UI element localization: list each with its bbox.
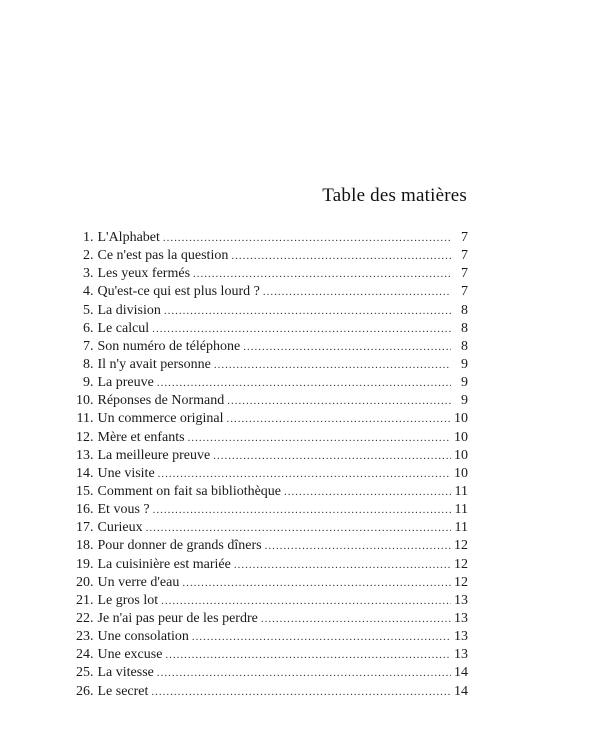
toc-entry-number: 23 [76, 629, 90, 645]
toc-entry [68, 646, 468, 664]
toc-dot-leader [265, 537, 451, 555]
toc-entry-page: 14 [454, 683, 468, 699]
toc-entry-page: 7 [461, 284, 468, 300]
toc-number-dot: . [90, 230, 94, 245]
toc-dot-leader [161, 592, 451, 610]
toc-entry-number: 21 [76, 592, 90, 608]
toc-entry-title: Réponses de Normand [97, 393, 225, 409]
toc-number-dot: . [90, 248, 94, 264]
toc-number-dot: . [90, 375, 94, 391]
toc-number-dot: . [90, 574, 94, 590]
toc-number-dot: . [90, 429, 94, 445]
toc-entry [68, 429, 468, 447]
toc-entry-title: Qu'est-ce qui est plus lourd ? [97, 284, 260, 300]
toc-number-dot: . [90, 356, 94, 372]
toc-entry-number: 12 [76, 429, 90, 445]
toc-entry [68, 574, 468, 592]
toc-entry-title: La meilleure preuve [97, 447, 211, 463]
toc-dot-leader [163, 229, 451, 247]
toc-entry [68, 519, 468, 537]
toc-entry [68, 283, 468, 301]
toc-entry-title: Curieux [97, 520, 143, 536]
toc-dot-leader [158, 465, 451, 483]
toc-entry-number: 20 [76, 574, 90, 590]
toc-entry-page: 13 [454, 629, 468, 645]
toc-entry-title: La vitesse [97, 665, 154, 681]
toc-entry-page: 8 [461, 302, 468, 318]
toc-entry-page: 8 [461, 320, 468, 336]
toc-entry-page: 13 [454, 610, 468, 626]
toc-entry-page: 11 [454, 520, 468, 536]
toc-number-dot: . [90, 538, 94, 554]
toc-entry-title: Comment on fait sa bibliothèque [97, 483, 282, 499]
toc-entry-page: 8 [461, 338, 468, 354]
toc-number-dot: . [90, 665, 94, 681]
toc-entry [68, 537, 468, 555]
page-title: Table des matières [322, 185, 467, 206]
toc-entry-number: 6 [83, 320, 90, 336]
toc-number-dot: . [90, 465, 94, 481]
toc-entry-number: 16 [76, 502, 90, 518]
toc-entry-number: 18 [76, 538, 90, 554]
toc-number-dot: . [90, 284, 94, 300]
toc-entry-title: La preuve [97, 375, 154, 391]
toc-number-dot: . [90, 411, 94, 427]
toc-entry-title: Il n'y avait personne [97, 356, 211, 372]
toc-entry [68, 683, 468, 701]
toc-entry-page: 13 [454, 592, 468, 608]
toc-entry-page: 7 [461, 230, 468, 245]
toc-dot-leader [261, 610, 451, 628]
toc-entry-number: 22 [76, 610, 90, 626]
toc-dot-leader [214, 356, 451, 374]
toc-entry-title: La division [97, 302, 161, 318]
toc-entry-title: Et vous ? [97, 502, 150, 518]
toc-dot-leader [157, 374, 451, 392]
toc-entry [68, 447, 468, 465]
toc-dot-leader [157, 664, 451, 682]
toc-entry [68, 556, 468, 574]
toc-entry-title: Son numéro de téléphone [97, 338, 241, 354]
toc-entry [68, 320, 468, 338]
toc-entry-page: 12 [454, 556, 468, 572]
toc-dot-leader [182, 574, 451, 592]
toc-entry-page: 10 [454, 465, 468, 481]
toc-dot-leader [146, 519, 451, 537]
toc-number-dot: . [90, 502, 94, 518]
toc-dot-leader [227, 392, 451, 410]
toc-entry-title: Le gros lot [97, 592, 159, 608]
table-of-contents [68, 229, 468, 701]
toc-dot-leader [165, 646, 451, 664]
toc-entry [68, 610, 468, 628]
toc-number-dot: . [90, 266, 94, 282]
toc-entry-number: 10 [76, 393, 90, 409]
toc-number-dot: . [90, 520, 94, 536]
toc-entry [68, 465, 468, 483]
toc-number-dot: . [90, 338, 94, 354]
toc-number-dot: . [90, 483, 94, 499]
toc-entry-number: 7 [83, 338, 90, 354]
toc-entry-title: Mère et enfants [97, 429, 185, 445]
toc-entry [68, 338, 468, 356]
toc-entry-page: 9 [461, 375, 468, 391]
toc-entry [68, 664, 468, 682]
toc-dot-leader [226, 410, 451, 428]
toc-entry-number: 26 [76, 683, 90, 699]
toc-entry-page: 9 [461, 393, 468, 409]
toc-entry-title: Un verre d'eau [97, 574, 180, 590]
toc-entry [68, 247, 468, 265]
toc-entry-page: 7 [461, 248, 468, 264]
toc-entry-title: Le secret [97, 683, 149, 699]
toc-entry [68, 628, 468, 646]
toc-entry-page: 12 [454, 538, 468, 554]
toc-entry-title: Une visite [97, 465, 155, 481]
toc-number-dot: . [90, 320, 94, 336]
toc-dot-leader [188, 429, 451, 447]
toc-entry-title: L'Alphabet [97, 230, 160, 245]
toc-entry-page: 11 [454, 502, 468, 518]
toc-entry-number: 9 [83, 375, 90, 391]
toc-entry-title: Une excuse [97, 647, 163, 663]
toc-entry-number: 24 [76, 647, 90, 663]
toc-dot-leader [192, 628, 451, 646]
toc-entry-number: 1 [83, 230, 90, 245]
toc-number-dot: . [90, 647, 94, 663]
toc-entry [68, 265, 468, 283]
toc-entry-title: Une consolation [97, 629, 189, 645]
toc-entry-title: La cuisinière est mariée [97, 556, 231, 572]
toc-entry [68, 392, 468, 410]
toc-entry [68, 501, 468, 519]
toc-number-dot: . [90, 447, 94, 463]
toc-number-dot: . [90, 629, 94, 645]
toc-dot-leader [153, 501, 451, 519]
toc-entry-title: Ce n'est pas la question [97, 248, 229, 264]
toc-dot-leader [193, 265, 451, 283]
toc-entry [68, 374, 468, 392]
toc-entry-page: 14 [454, 665, 468, 681]
toc-number-dot: . [90, 556, 94, 572]
toc-dot-leader [284, 483, 451, 501]
toc-dot-leader [231, 247, 451, 265]
toc-entry-title: Le calcul [97, 320, 150, 336]
toc-entry [68, 356, 468, 374]
toc-entry [68, 302, 468, 320]
toc-entry-number: 19 [76, 556, 90, 572]
toc-entry-number: 8 [83, 356, 90, 372]
toc-number-dot: . [90, 683, 94, 699]
toc-dot-leader [243, 338, 451, 356]
toc-entry-number: 4 [83, 284, 90, 300]
toc-entry-number: 25 [76, 665, 90, 681]
toc-entry [68, 229, 468, 247]
toc-entry [68, 592, 468, 610]
toc-dot-leader [152, 320, 451, 338]
toc-entry-page: 9 [461, 356, 468, 372]
toc-number-dot: . [90, 393, 94, 409]
toc-entry-page: 11 [454, 483, 468, 499]
toc-dot-leader [263, 283, 451, 301]
toc-entry-page: 10 [454, 429, 468, 445]
toc-entry-number: 14 [76, 465, 90, 481]
toc-number-dot: . [90, 592, 94, 608]
toc-entry-number: 5 [83, 302, 90, 318]
toc-entry-number: 17 [76, 520, 90, 536]
toc-entry-number: 3 [83, 266, 90, 282]
toc-entry-page: 10 [454, 411, 468, 427]
toc-entry-page: 10 [454, 447, 468, 463]
toc-entry-number: 15 [76, 483, 90, 499]
toc-dot-leader [213, 447, 451, 465]
toc-entry-title: Les yeux fermés [97, 266, 191, 282]
toc-number-dot: . [90, 302, 94, 318]
toc-entry-page: 12 [454, 574, 468, 590]
toc-entry-number: 2 [83, 248, 90, 264]
toc-dot-leader [234, 556, 451, 574]
toc-entry-number: 13 [76, 447, 90, 463]
toc-entry-title: Je n'ai pas peur de les perdre [97, 610, 258, 626]
toc-entry-number: 11 [76, 411, 90, 427]
toc-entry [68, 410, 468, 428]
toc-entry-page: 7 [461, 266, 468, 282]
toc-entry [68, 483, 468, 501]
toc-dot-leader [151, 683, 451, 701]
toc-dot-leader [164, 302, 451, 320]
toc-entry-page: 13 [454, 647, 468, 663]
toc-entry-title: Un commerce original [97, 411, 224, 427]
toc-number-dot: . [90, 610, 94, 626]
toc-entry-title: Pour donner de grands dîners [97, 538, 262, 554]
